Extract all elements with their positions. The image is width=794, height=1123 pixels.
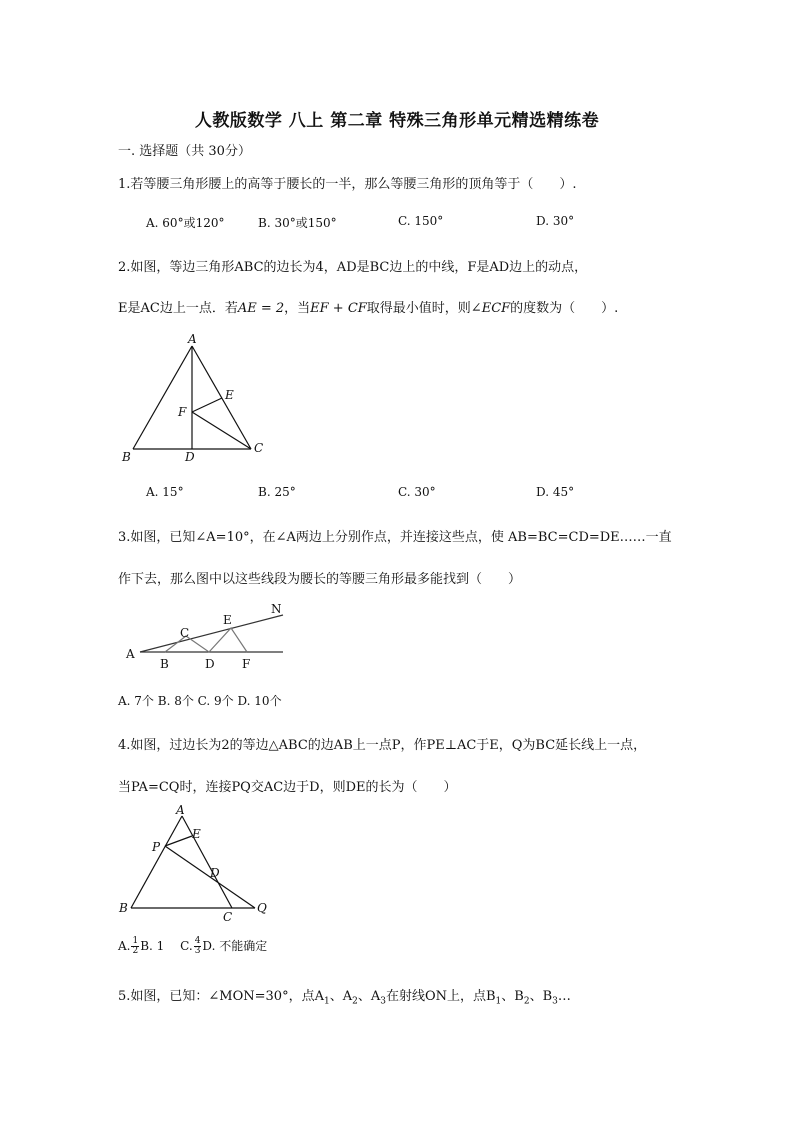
label-e: E [192,827,201,841]
question-5-text: 5.如图，已知：∠MON=30°，点$A_1$、$A_2$、$A_3$在射线ON上，点$B_1$、$B_2$、$B_3\dots$ [118,989,571,1007]
question-3-line-1: 3.如图，已知∠A=10°，在∠A两边上分别作点，并连接这些点，使 AB=BC=CD=DE……一直 [118,530,672,545]
q1-option-c: C. 150° [398,214,444,228]
label-f: F [178,405,187,419]
q4-options: A. $\frac{1}{2}$ B. 1 C. $\frac{4}{3}$ D. 不能确定 [118,936,268,956]
label-b: B [122,450,131,464]
question-2-line-1: 2.如图，等边三角形ABC的边长为4，AD是BC边上的中线，F是AD边上的动点， [118,260,588,275]
label-c: C [223,910,233,924]
label-d: D [210,866,220,880]
label-a: A [176,803,185,817]
q2-option-a: A. 15° [146,485,184,499]
label-d: D [185,450,195,464]
label-f: F [242,657,251,671]
page-title: 人教版数学 八上 第二章 特殊三角形单元精选精练卷 [194,111,600,131]
q2-option-d: D. 45° [536,485,575,499]
question-4-line-2: 当PA=CQ时，连接PQ交AC边于D，则DE的长为（ ） [118,780,457,795]
label-n: N [271,602,282,616]
q2-triangle-figure [112,330,282,470]
label-b: B [119,901,128,915]
question-3-line-2: 作下去，那么图中以这些线段为腰长的等腰三角形最多能找到（ ） [118,572,522,587]
label-c: C [254,441,264,455]
label-e: E [225,388,234,402]
label-p: P [152,840,161,854]
label-c: C [180,626,190,640]
q1-option-d: D. 30° [536,214,575,228]
label-e: E [223,613,232,627]
q1-option-b: B. 30°或150° [258,216,337,230]
label-d: D [205,657,215,671]
q2-option-b: B. 25° [258,485,296,499]
q3-angle-figure [118,598,293,673]
label-a: A [188,332,197,346]
q3-options: A. 7个 B. 8个 C. 9个 D. 10个 [118,694,282,708]
question-4-line-1: 4.如图，过边长为2的等边△ABC的边AB上一点P，作PE⊥AC于E，Q为BC延长线上一点， [118,738,647,753]
section-heading: 一. 选择题（共 30分） [118,144,251,159]
label-a: A [126,647,135,661]
question-2-line-2: E是AC边上一点．若AE = 2，当EF + CF取得最小值时，则∠ECF的度数为（ ）. [118,301,619,316]
label-q: Q [257,901,267,915]
q2-option-c: C. 30° [398,485,436,499]
q1-option-a: A. 60°或120° [146,216,225,230]
label-b: B [160,657,169,671]
question-1-text: 1.若等腰三角形腰上的高等于腰长的一半，那么等腰三角形的顶角等于（ ）. [118,177,577,192]
q4-triangle-figure [112,802,282,924]
